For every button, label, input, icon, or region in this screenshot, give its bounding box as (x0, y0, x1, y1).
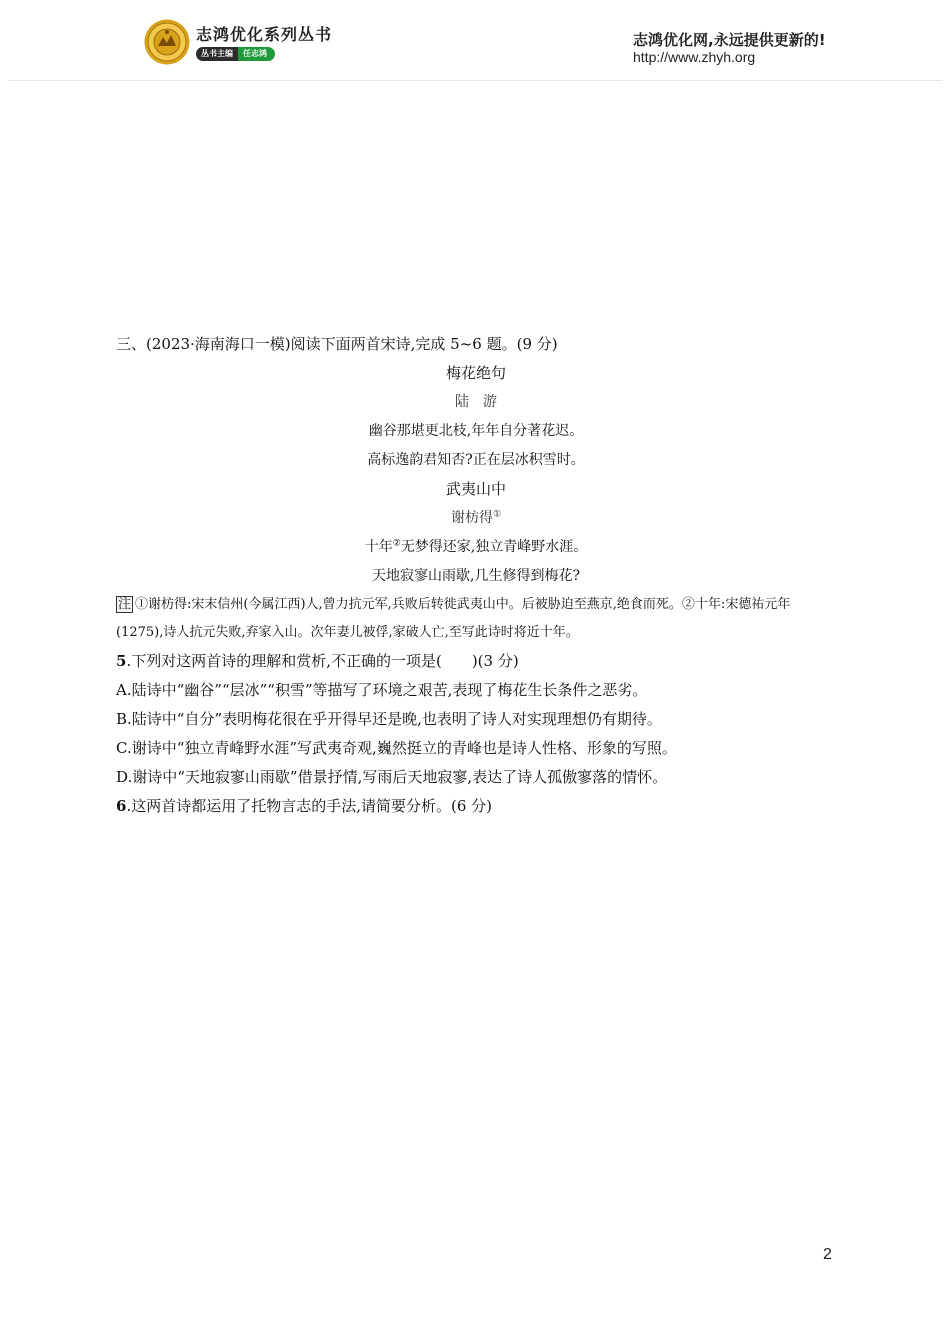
question-6-stem (116, 792, 836, 821)
brand-tags (196, 47, 275, 61)
footnote-label: 注 (118, 597, 132, 612)
exam-content (116, 330, 836, 821)
poem2-line-1-end: 无梦得还家,独立青峰野水涯。 (400, 539, 588, 555)
page-number: 2 (823, 1246, 832, 1263)
section-heading: 三、(2023·海南海口一模)阅读下面两首宋诗,完成 5~6 题。(9 分) (116, 335, 558, 353)
footnote-marker-2: ② (392, 538, 401, 549)
footnote-marker-1: ① (492, 509, 502, 520)
poem2-author (116, 504, 836, 533)
question-5-text: .下列对这两首诗的理解和赏析,不正确的一项是( )(3 分) (126, 652, 519, 670)
question-6-number: 6 (116, 797, 127, 815)
site-url-link[interactable]: http://www.zhyh.org (633, 49, 756, 65)
question-5-stem (116, 647, 836, 676)
poem2-line-1 (116, 533, 836, 562)
poem2-author-name: 谢枋得 (450, 510, 493, 526)
question-5-option-d: D.谢诗中“天地寂寥山雨歇”借景抒情,写雨后天地寂寥,表达了诗人孤傲寥落的情怀。 (116, 768, 668, 786)
question-5-option-b: B.陆诗中“自分”表明梅花很在乎开得早还是晚,也表明了诗人对实现理想仍有期待。 (116, 710, 662, 728)
footnote-text: ①谢枋得:宋末信州(今属江西)人,曾力抗元军,兵败后转徙武夷山中。后被胁迫至燕京,绝食而死。②十年:宋德祐元年(1275),诗人抗元失败,弃家入山。次年妻儿被俘,家破人亡,至写此诗时将近十年。 (116, 597, 791, 640)
brand-title: 志鸿优化系列丛书 (196, 25, 333, 44)
page-header (0, 0, 950, 82)
poem2-line-1-start: 十年 (364, 539, 393, 555)
poem1-line-1: 幽谷那堪更北枝,年年自分著花迟。 (368, 423, 584, 439)
footnote (116, 591, 836, 647)
zhihong-logo-seal-icon (144, 19, 190, 65)
editor-name-tag: 任志鸿 (238, 47, 275, 61)
question-5-option-c: C.谢诗中“独立青峰野水涯”写武夷奇观,巍然挺立的青峰也是诗人性格、形象的写照。 (116, 739, 677, 757)
poem1-title: 梅花绝句 (445, 364, 506, 382)
poem2-title: 武夷山中 (445, 480, 506, 498)
header-divider (8, 80, 942, 81)
question-6-text: .这两首诗都运用了托物言志的手法,请简要分析。(6 分) (126, 797, 492, 815)
poem1-line-2: 高标逸韵君知否?正在层冰积雪时。 (367, 452, 585, 468)
editor-tag: 丛书主编 (196, 47, 238, 61)
site-slogan: 志鸿优化网,永远提供更新的! (633, 31, 826, 49)
poem1-author: 陆 游 (455, 394, 497, 410)
question-5-number: 5 (116, 652, 127, 670)
question-5-option-a: A.陆诗中“幽谷”“层冰”“积雪”等描写了环境之艰苦,表现了梅花生长条件之恶劣。 (116, 681, 648, 699)
poem2-line-2: 天地寂寥山雨歇,几生修得到梅花? (372, 568, 580, 584)
